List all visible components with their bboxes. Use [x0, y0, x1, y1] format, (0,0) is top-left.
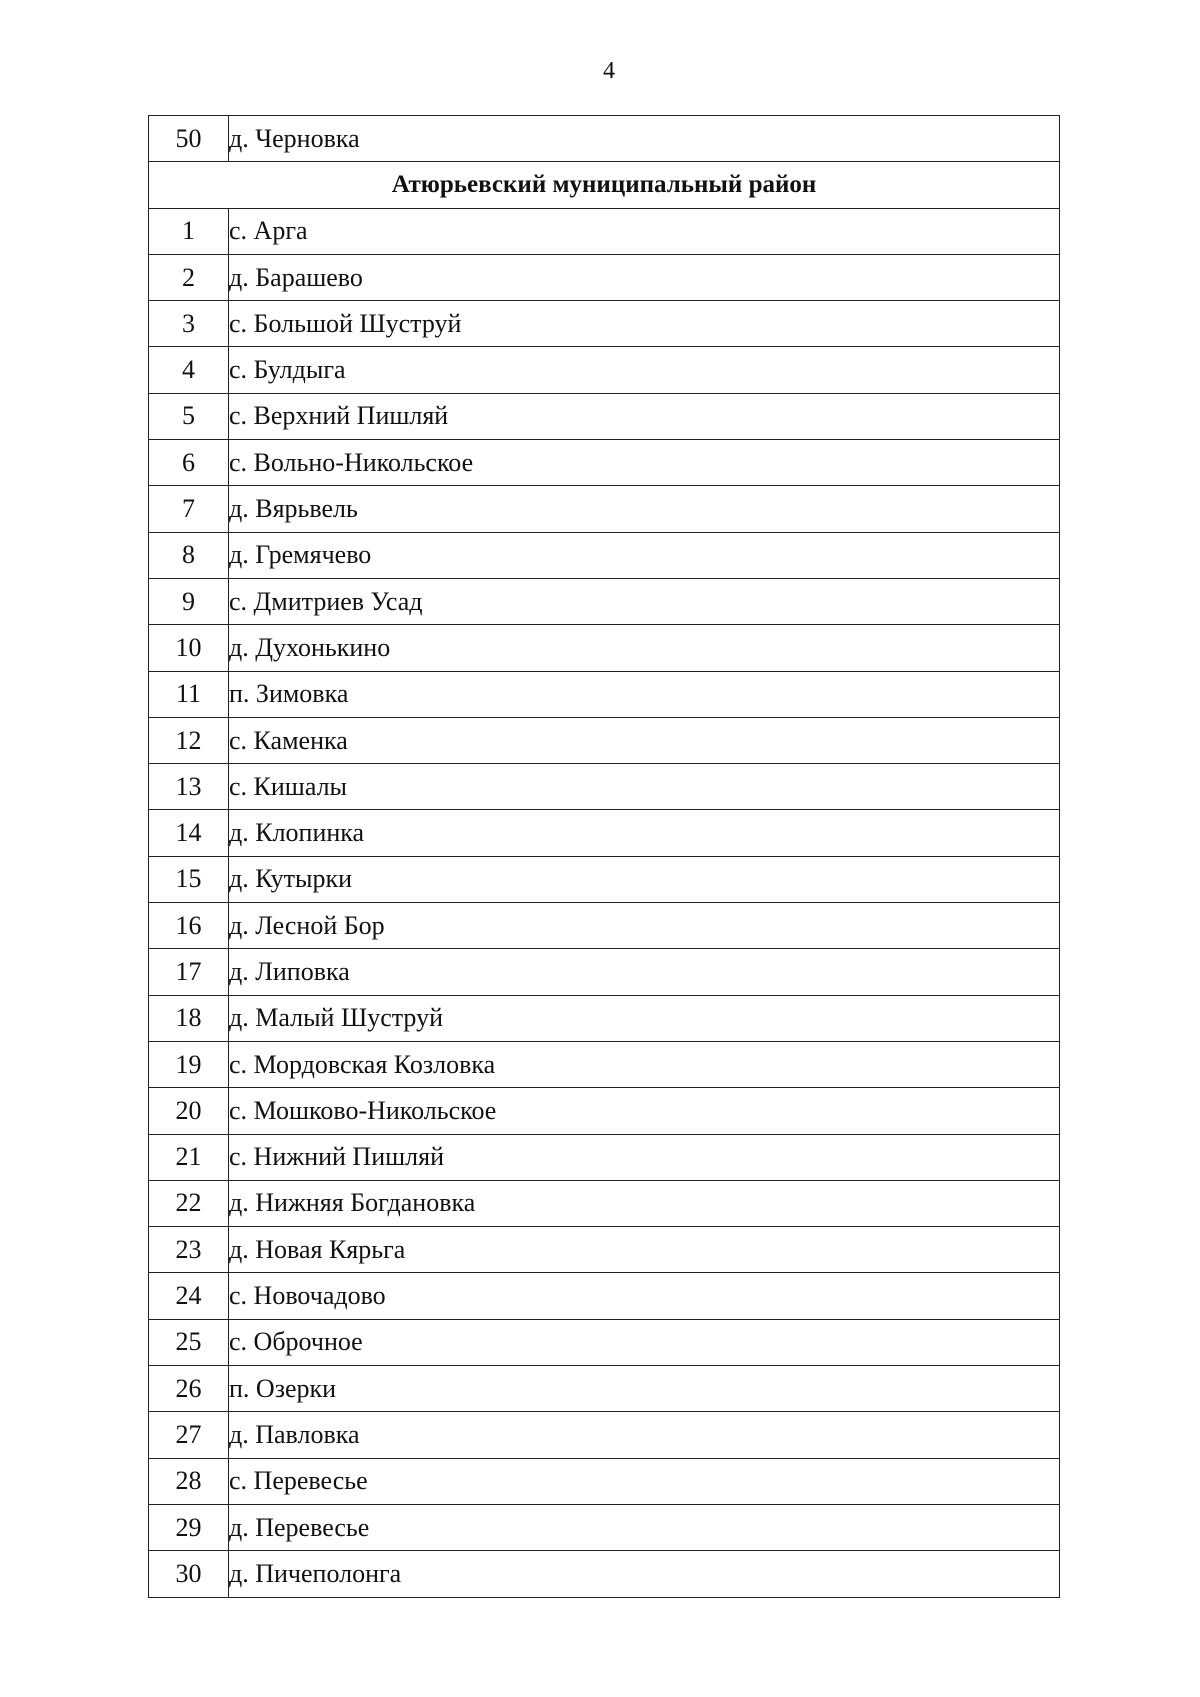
settlement-name: д. Пичеполонга: [229, 1551, 1060, 1597]
settlement-name: д. Лесной Бор: [229, 903, 1060, 949]
row-number: 9: [149, 578, 229, 624]
settlement-name: д. Малый Шуструй: [229, 995, 1060, 1041]
table-row: [149, 578, 1060, 624]
settlement-name: д. Черновка: [229, 116, 1060, 162]
table-row: [149, 1551, 1060, 1597]
row-number: 25: [149, 1319, 229, 1365]
table-row: [149, 810, 1060, 856]
row-number: 18: [149, 995, 229, 1041]
table-body: [149, 116, 1060, 1598]
table-row: [149, 903, 1060, 949]
row-number: 29: [149, 1504, 229, 1550]
row-number: 16: [149, 903, 229, 949]
settlement-name: д. Клопинка: [229, 810, 1060, 856]
settlement-name: д. Липовка: [229, 949, 1060, 995]
row-number: 14: [149, 810, 229, 856]
table-row: [149, 1412, 1060, 1458]
settlement-name: с. Верхний Пишляй: [229, 393, 1060, 439]
settlement-name: д. Кутырки: [229, 856, 1060, 902]
settlement-name: с. Мордовская Козловка: [229, 1041, 1060, 1087]
row-number: 10: [149, 625, 229, 671]
row-number: 15: [149, 856, 229, 902]
table-row: [149, 1366, 1060, 1412]
table-row: [149, 1227, 1060, 1273]
settlement-name: с. Перевесье: [229, 1458, 1060, 1504]
settlement-name: п. Зимовка: [229, 671, 1060, 717]
table-row: [149, 116, 1060, 162]
table-row: [149, 1180, 1060, 1226]
table-row: [149, 764, 1060, 810]
row-number: 28: [149, 1458, 229, 1504]
settlement-name: д. Новая Кярьга: [229, 1227, 1060, 1273]
settlement-name: д. Гремячево: [229, 532, 1060, 578]
section-title: Атюрьевский муниципальный район: [149, 162, 1060, 208]
table-row: [149, 532, 1060, 578]
row-number: 4: [149, 347, 229, 393]
settlement-name: с. Мошково-Никольское: [229, 1088, 1060, 1134]
row-number: 21: [149, 1134, 229, 1180]
settlement-name: с. Каменка: [229, 717, 1060, 763]
row-number: 20: [149, 1088, 229, 1134]
settlement-name: с. Кишалы: [229, 764, 1060, 810]
row-number: 13: [149, 764, 229, 810]
settlement-name: д. Нижняя Богдановка: [229, 1180, 1060, 1226]
row-number: 8: [149, 532, 229, 578]
settlement-name: д. Вярьвель: [229, 486, 1060, 532]
settlement-name: с. Новочадово: [229, 1273, 1060, 1319]
settlement-name: с. Арга: [229, 208, 1060, 254]
table-row: [149, 393, 1060, 439]
table-row: [149, 208, 1060, 254]
row-number: 24: [149, 1273, 229, 1319]
row-number: 26: [149, 1366, 229, 1412]
settlement-name: с. Нижний Пишляй: [229, 1134, 1060, 1180]
settlement-name: д. Барашево: [229, 254, 1060, 300]
table-row: [149, 1319, 1060, 1365]
table-row: [149, 856, 1060, 902]
row-number: 17: [149, 949, 229, 995]
settlement-name: д. Духонькино: [229, 625, 1060, 671]
table-row: [149, 254, 1060, 300]
section-header-row: [149, 162, 1060, 208]
table-row: [149, 949, 1060, 995]
settlement-name: с. Оброчное: [229, 1319, 1060, 1365]
row-number: 2: [149, 254, 229, 300]
row-number: 6: [149, 440, 229, 486]
table-row: [149, 486, 1060, 532]
table-row: [149, 347, 1060, 393]
settlement-name: с. Вольно-Никольское: [229, 440, 1060, 486]
table-row: [149, 1504, 1060, 1550]
row-number: 5: [149, 393, 229, 439]
table-row: [149, 301, 1060, 347]
row-number: 23: [149, 1227, 229, 1273]
table-row: [149, 440, 1060, 486]
table-row: [149, 995, 1060, 1041]
row-number: 22: [149, 1180, 229, 1226]
settlement-name: д. Перевесье: [229, 1504, 1060, 1550]
table-row: [149, 1088, 1060, 1134]
row-number: 30: [149, 1551, 229, 1597]
row-number: 3: [149, 301, 229, 347]
table-row: [149, 1134, 1060, 1180]
table-row: [149, 1458, 1060, 1504]
table-row: [149, 717, 1060, 763]
row-number: 7: [149, 486, 229, 532]
row-number: 27: [149, 1412, 229, 1458]
table-row: [149, 625, 1060, 671]
table-row: [149, 1041, 1060, 1087]
row-number: 50: [149, 116, 229, 162]
row-number: 1: [149, 208, 229, 254]
table-row: [149, 1273, 1060, 1319]
settlement-name: д. Павловка: [229, 1412, 1060, 1458]
settlement-name: с. Дмитриев Усад: [229, 578, 1060, 624]
settlement-name: с. Большой Шуструй: [229, 301, 1060, 347]
row-number: 11: [149, 671, 229, 717]
row-number: 19: [149, 1041, 229, 1087]
table-row: [149, 671, 1060, 717]
settlements-table: [148, 115, 1060, 1598]
settlement-name: с. Булдыга: [229, 347, 1060, 393]
settlement-name: п. Озерки: [229, 1366, 1060, 1412]
page-number: 4: [603, 58, 615, 84]
row-number: 12: [149, 717, 229, 763]
